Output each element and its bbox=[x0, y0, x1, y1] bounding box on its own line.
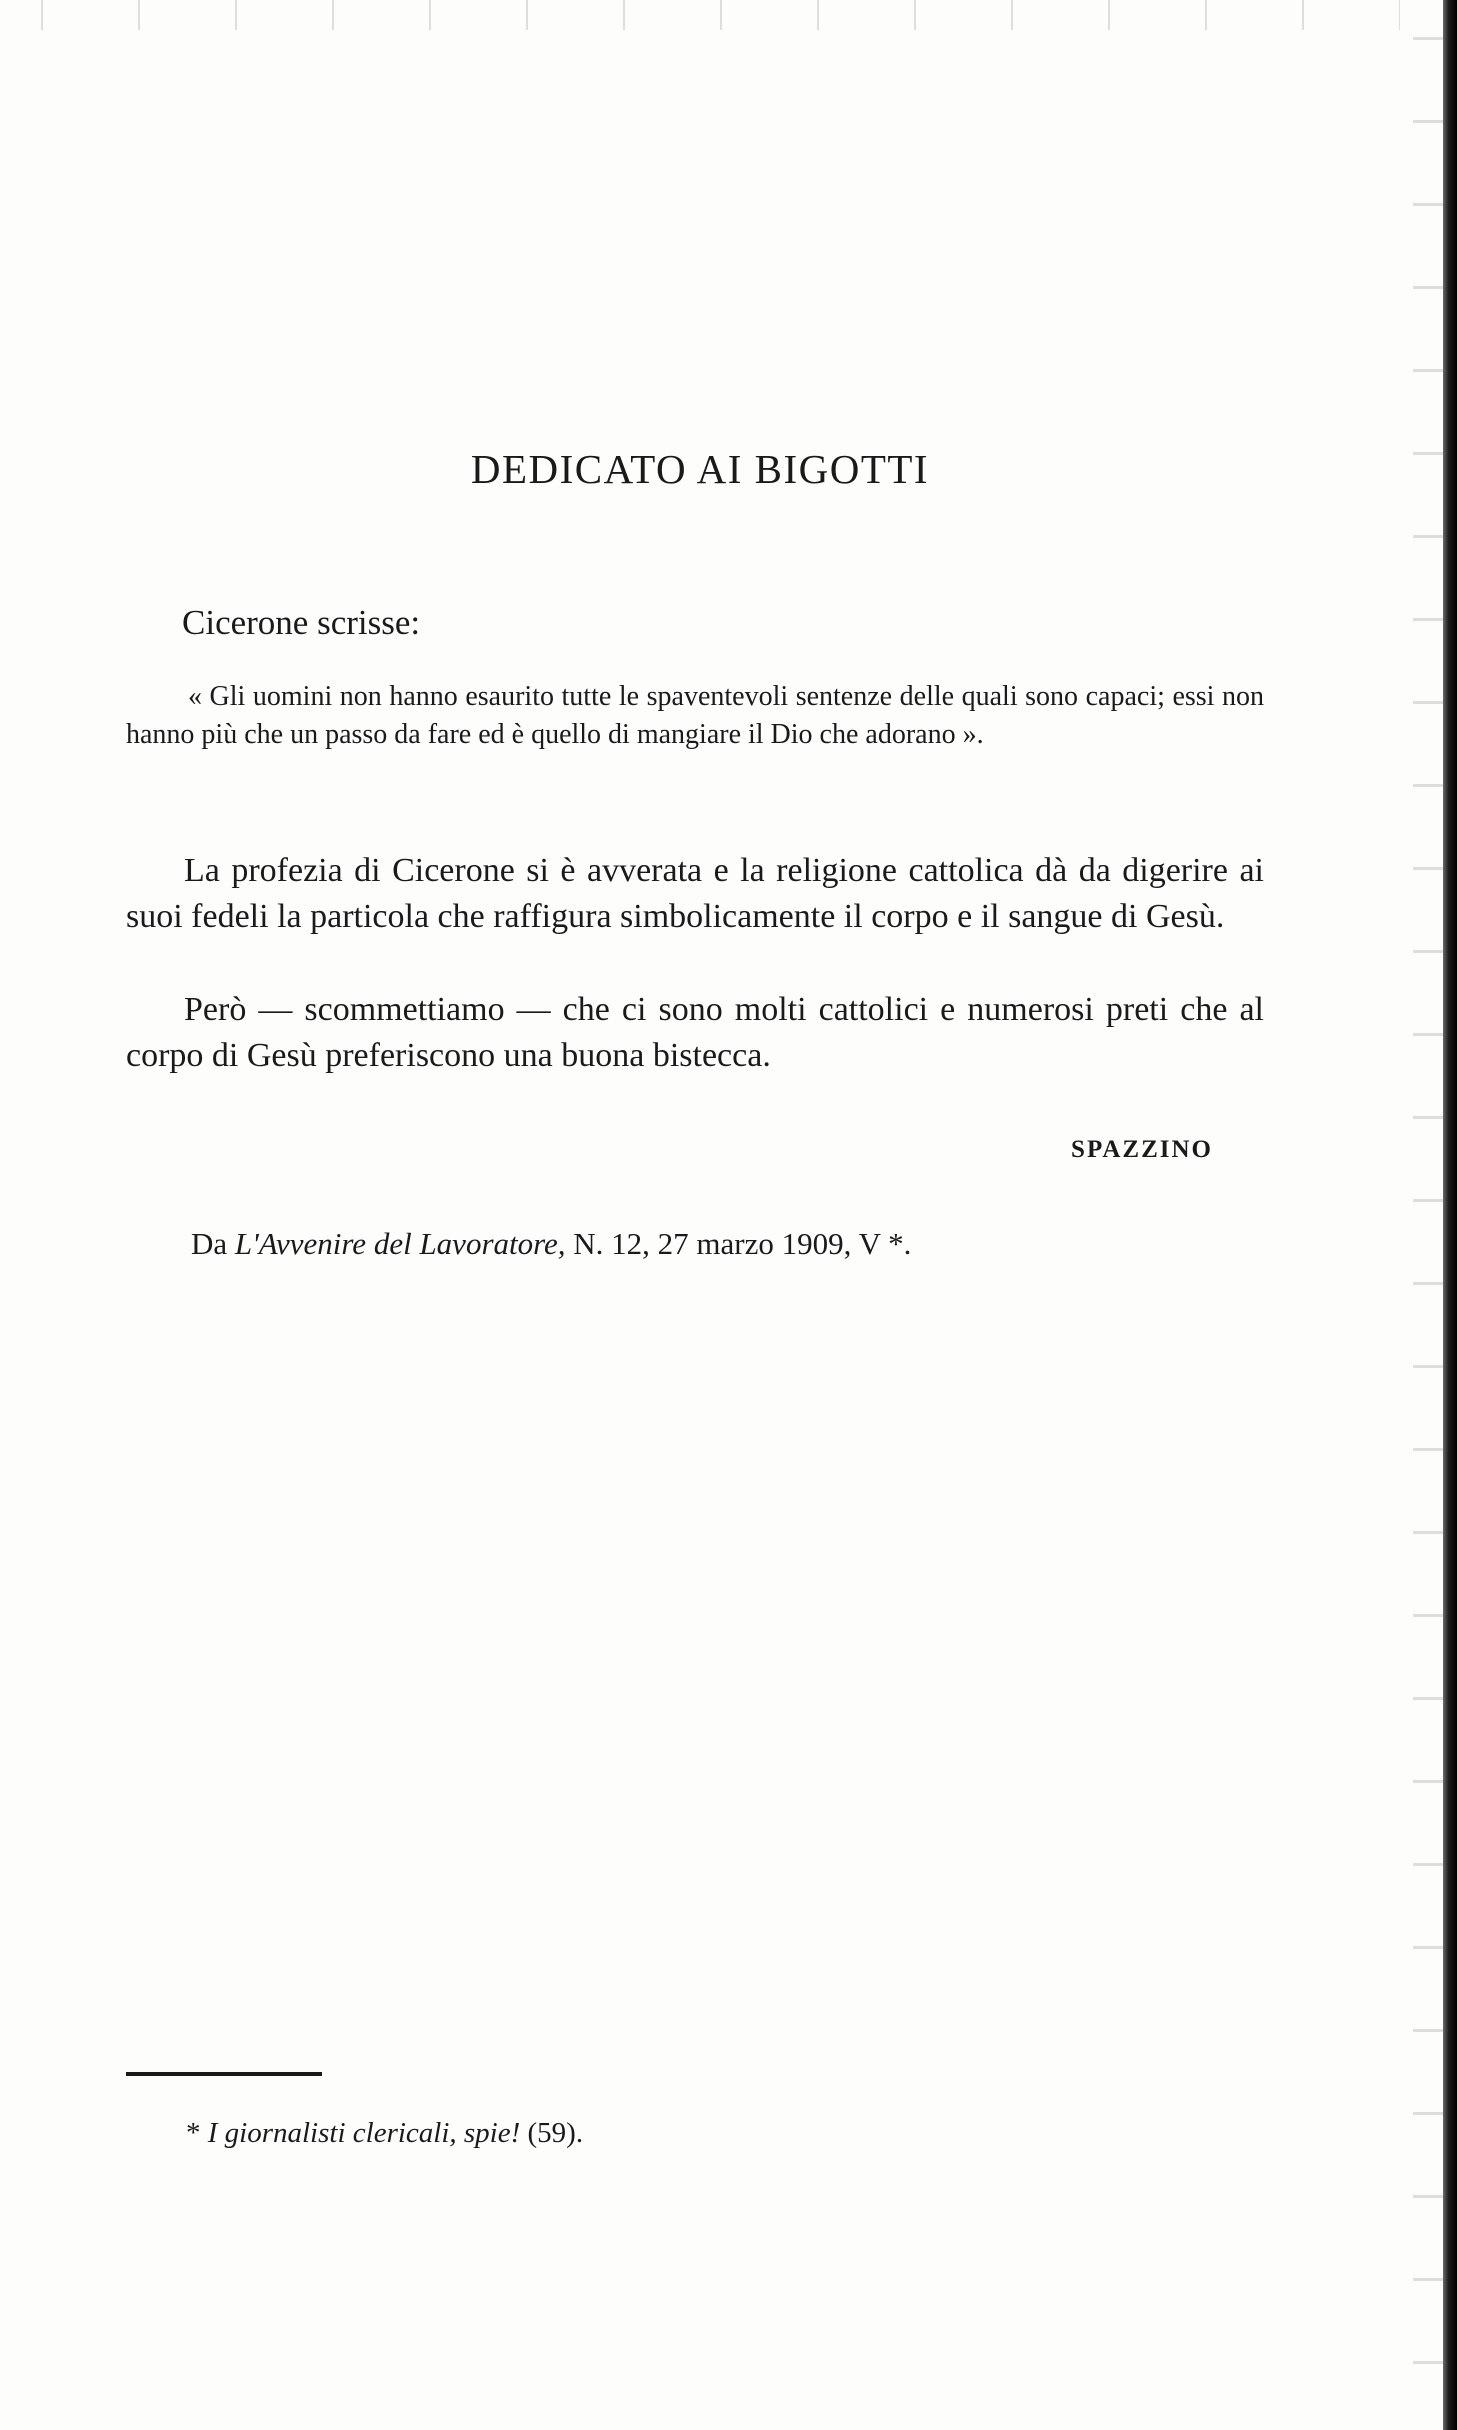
scan-binding-edge bbox=[1443, 0, 1457, 2430]
paragraph-1: La profezia di Cicerone si è avverata e la religione cattolica dà da digerire ai suoi fedeli la particola che raffigura simbolicamente il corpo e il sangue di Gesù. bbox=[126, 852, 1264, 935]
author-signature: SPAZZINO bbox=[1071, 1136, 1213, 1163]
scan-noise-top bbox=[0, 0, 1400, 30]
footnote-reference: (59). bbox=[527, 2117, 584, 2149]
quotation: « Gli uomini non hanno esaurito tutte le spaventevoli sentenze delle quali sono capaci; essi non hanno più che un passo da fare ed è quello di mangiare il Dio che adorano ». bbox=[126, 681, 1264, 750]
source-citation bbox=[191, 1226, 911, 1262]
page-title: DEDICATO AI BIGOTTI bbox=[470, 446, 930, 492]
footnote-text: I giornalisti clericali, spie! bbox=[207, 2117, 521, 2149]
intro-line: Cicerone scrisse: bbox=[182, 603, 421, 642]
source-journal: L'Avvenire del Lavoratore, bbox=[234, 1226, 566, 1261]
footnote-divider bbox=[126, 2072, 322, 2076]
scan-binding-speckle bbox=[1413, 0, 1443, 2430]
source-details: N. 12, 27 marzo 1909, V *. bbox=[573, 1226, 912, 1261]
footnote bbox=[186, 2117, 583, 2150]
source-prefix: Da bbox=[191, 1226, 228, 1261]
footnote-marker: * bbox=[186, 2117, 201, 2149]
paragraph-2: Però — scommettiamo — che ci sono molti cattolici e numerosi preti che al corpo di Gesù preferiscono una buona bistecca. bbox=[126, 991, 1264, 1074]
